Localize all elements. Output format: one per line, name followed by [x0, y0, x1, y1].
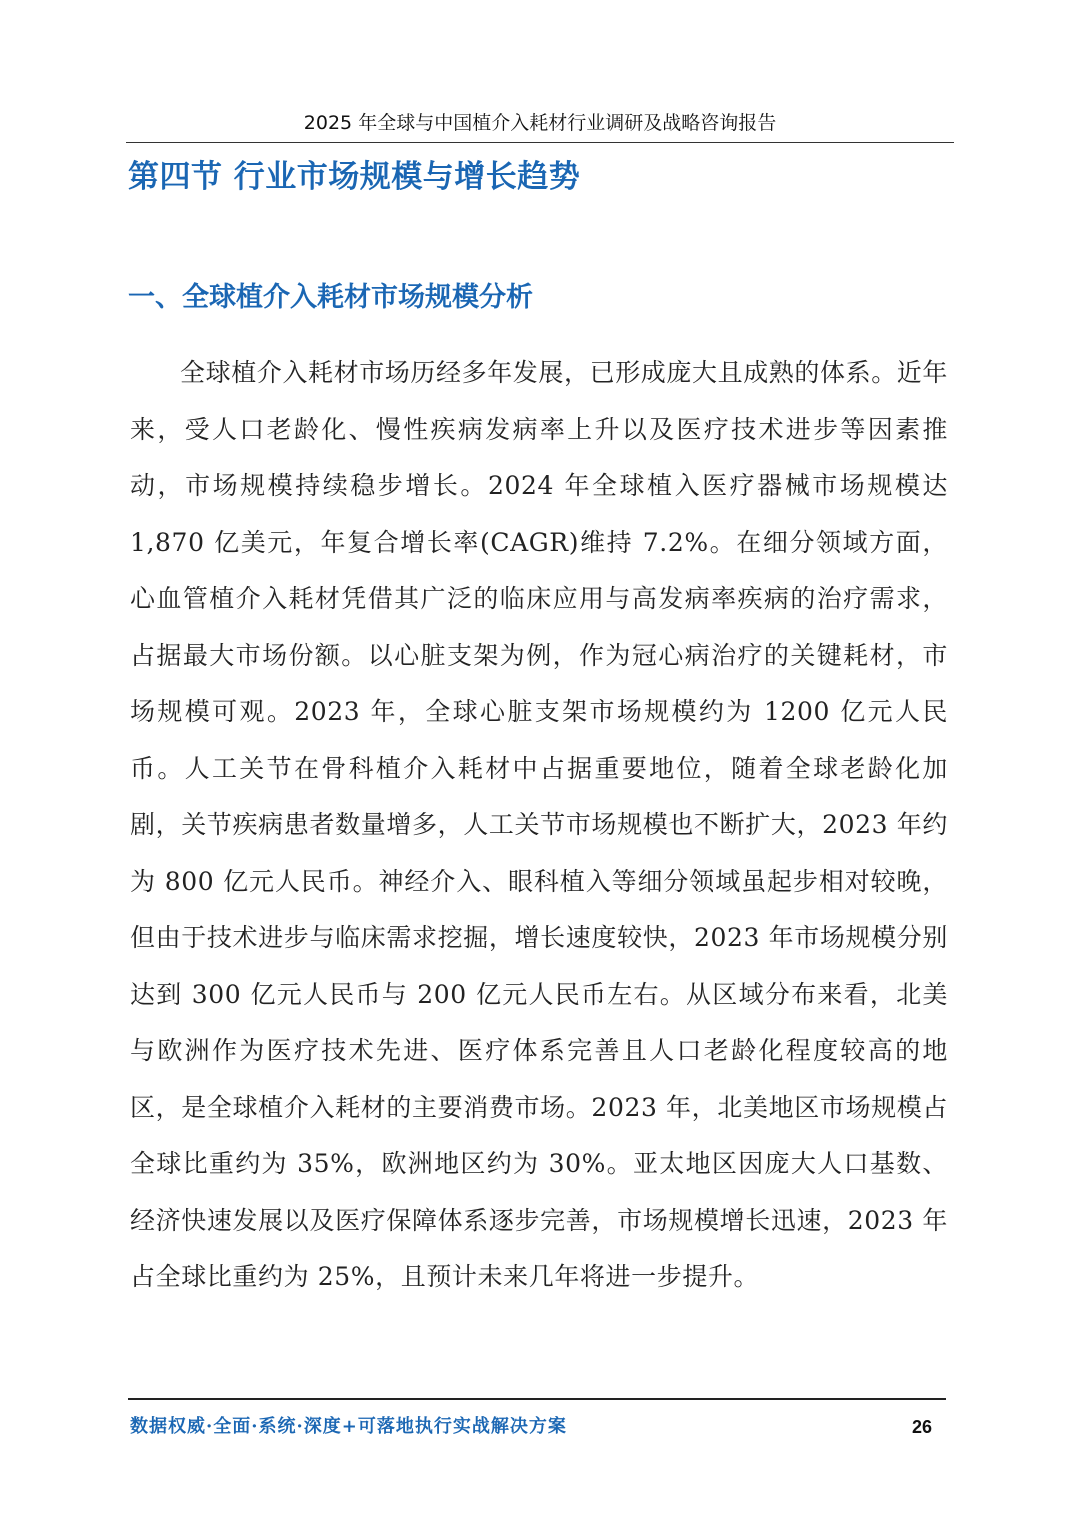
- footer-slogan: 数据权威·全面·系统·深度+可落地执行实战解决方案: [130, 1416, 567, 1437]
- body-paragraph: 全球植介入耗材市场历经多年发展，已形成庞大且成熟的体系。近年来，受人口老龄化、慢性疾病发病率上升以及医疗技术进步等因素推动，市场规模持续稳步增长。2024 年全球植入医疗器械市场规模达 1,870 亿美元，年复合增长率(CAGR)维持 7.2%。在细分领域方面，心血管植介入耗材凭借其广泛的临床应用与高发病率疾病的治疗需求，占据最大市场份额。以心脏支架为例，作为冠心病治疗的关键耗材，市场规模可观。2023 年，全球心脏支架市场规模约为 1200 亿元人民币。人工关节在骨科植介入耗材中占据重要地位，随着全球老龄化加剧，关节疾病患者数量增多，人工关节市场规模也不断扩大，2023 年约为 800 亿元人民币。神经介入、眼科植入等细分领域虽起步相对较晚，但由于技术进步与临床需求挖掘，增长速度较快，2023 年市场规模分别达到 300 亿元人民币与 200 亿元人民币左右。从区域分布来看，北美与欧洲作为医疗技术先进、医疗体系完善且人口老龄化程度较高的地区，是全球植介入耗材的主要消费市场。2023 年，北美地区市场规模占全球比重约为 35%，欧洲地区约为 30%。亚太地区因庞大人口基数、经济快速发展以及医疗保障体系逐步完善，市场规模增长迅速，2023 年占全球比重约为 25%，且预计未来几年将进一步提升。: [130, 358, 949, 1291]
- subsection-title: 一、全球植介入耗材市场规模分析: [128, 282, 533, 313]
- page-number: 26: [911, 1417, 932, 1437]
- report-title: 2025 年全球与中国植介入耗材行业调研及战略咨询报告: [303, 112, 777, 134]
- footer-divider: [128, 1398, 946, 1400]
- section-title: 第四节 行业市场规模与增长趋势: [128, 159, 581, 195]
- page-header: [126, 108, 954, 143]
